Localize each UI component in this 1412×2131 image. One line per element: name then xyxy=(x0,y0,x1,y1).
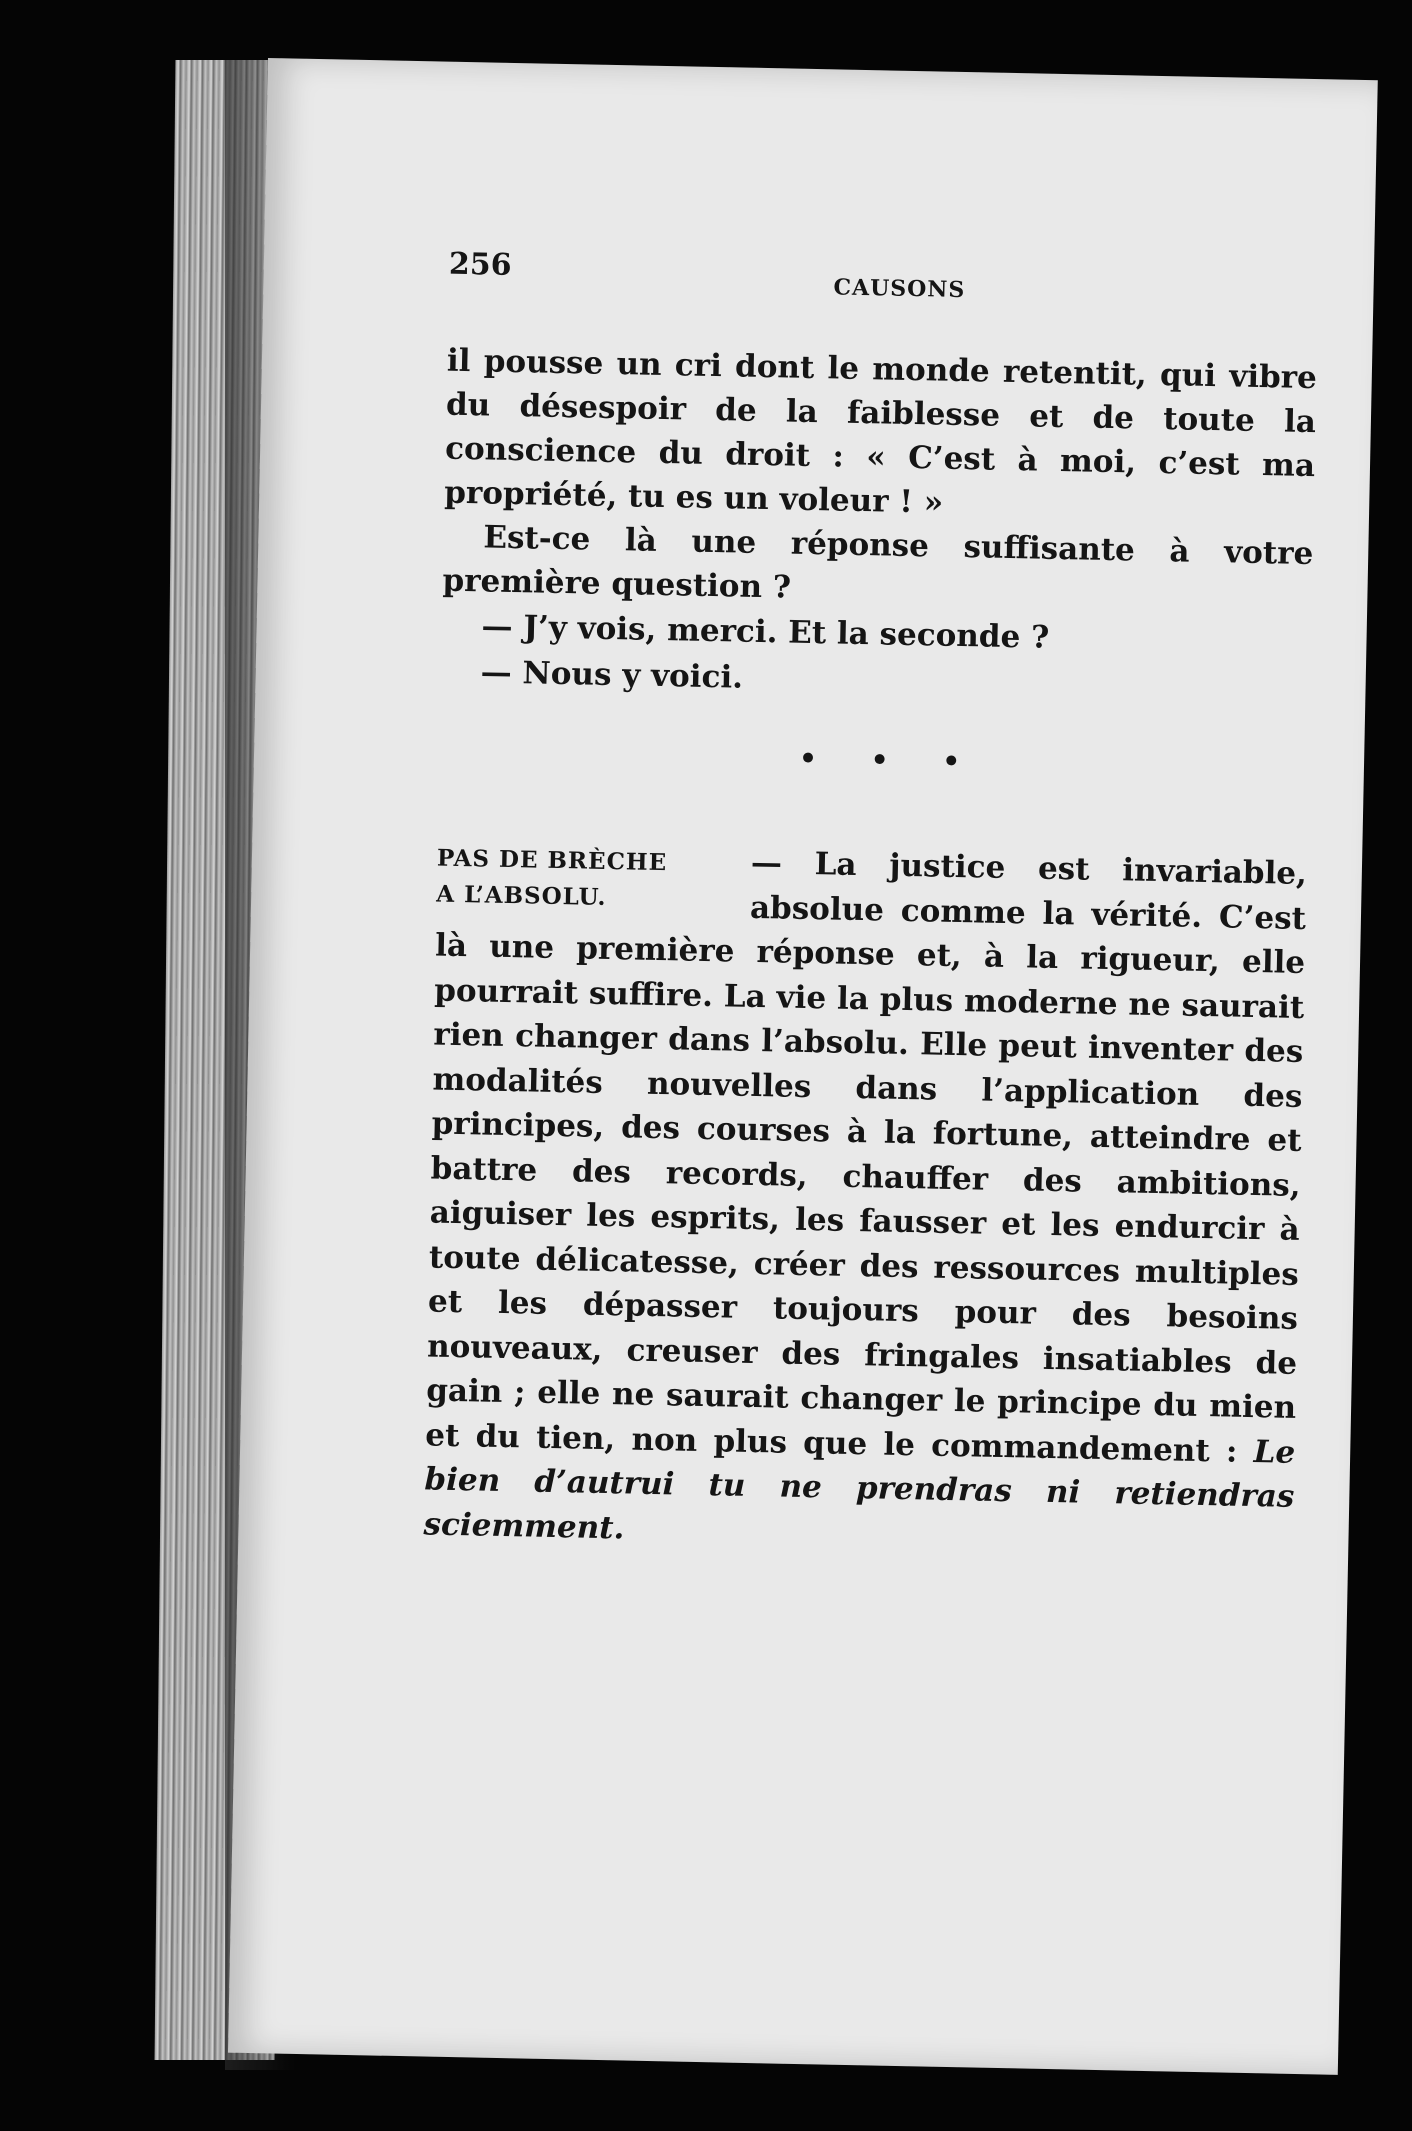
section-separator: • • • xyxy=(798,741,983,779)
page-sheet xyxy=(228,58,1378,2075)
paragraph-1: il pousse un cri dont le monde retentit, qui vibre du désespoir de la faiblesse et de toute la conscience du droit : « C’est à moi, c’est ma propriété, tu es un voleur ! » xyxy=(443,342,1318,521)
section-italic-quote: Le bien d’autrui tu ne prendras ni retiendras sciemment. xyxy=(423,1433,1296,1546)
section-pas-de-breche xyxy=(423,835,1307,1564)
page-number: 256 xyxy=(448,246,512,283)
paragraph-2: Est-ce là une réponse suffisante à votre première question ? xyxy=(442,519,1314,606)
side-heading-line-1: PAS DE BRÈCHE xyxy=(436,844,668,877)
running-head: CAUSONS xyxy=(833,274,966,304)
page-content xyxy=(423,247,1319,1564)
section-body-text: — La justice est invariable, absolue comme la vérité. C’est là une première réponse et, à la rigueur, elle pourrait suffire. La vie la plus moderne ne saurait rien changer dans l’absolu. Elle peut inventer des modalités nouvelles dans l’application des principes, des courses à la fortune, atteindre et battre des records, chauffer des ambitions, aiguiser les esprits, les fausser et les endurcir à toute délicatesse, créer des ressources multiples et les dépasser toujours pour des besoins nouveaux, creuser des fringales insatiables de gain ; elle ne saurait changer le principe du mien et du tien, non plus que le commandement : xyxy=(425,844,1308,1470)
side-heading xyxy=(436,841,727,919)
section-body xyxy=(423,835,1307,1564)
dialogue-line-2: — Nous y voici. xyxy=(480,654,744,696)
page-header xyxy=(448,247,1319,324)
side-heading-line-2: A L’ABSOLU. xyxy=(435,880,607,911)
dialogue-line-1: — J’y vois, merci. Et la seconde ? xyxy=(481,608,1050,656)
